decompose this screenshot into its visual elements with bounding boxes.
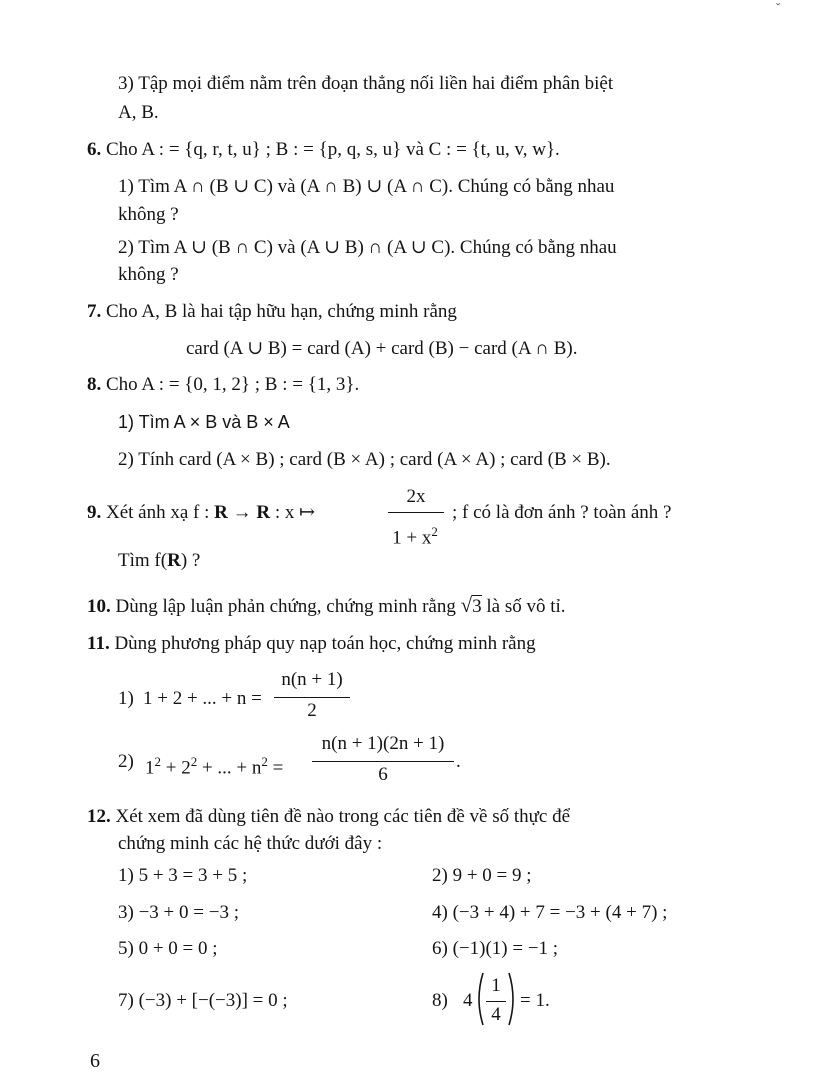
radical-sign: √ — [460, 593, 473, 617]
identity-2: 2) 9 + 0 = 9 ; — [432, 865, 532, 886]
exercise-8 — [87, 374, 359, 396]
identity-8-coef: 4 — [463, 990, 473, 1011]
exercise-6-number: 6. — [87, 139, 102, 160]
exercise-8-part2: 2) Tính card (A × B) ; card (B × A) ; card (A × A) ; card (B × B). — [118, 449, 611, 470]
formula-1-lhs: 1 + 2 + ... + n = — [143, 688, 262, 709]
radicand: 3 — [472, 596, 482, 617]
exercise-9-line2-post: ) ? — [180, 550, 201, 571]
sqrt3 — [460, 593, 482, 617]
f2-term-b: + 2 — [161, 757, 191, 779]
exercise-10-pre: Dùng lập luận phản chứng, chứng minh rằng — [115, 596, 456, 617]
identity-7: 7) (−3) + [−(−3)] = 0 ; — [118, 990, 288, 1011]
exercise-10-number: 10. — [87, 596, 111, 617]
identity-5: 5) 0 + 0 = 0 ; — [118, 938, 218, 959]
exercise-9-codomain-R: R — [256, 502, 271, 523]
exercise-6 — [87, 139, 560, 161]
exercise-9-tail: ; f có là đơn ánh ? toàn ánh ? — [452, 502, 672, 523]
exercise-9-colon: : — [274, 502, 281, 523]
exercise-7-formula: card (A ∪ B) = card (A) + card (B) − card (A ∩ B). — [186, 338, 578, 359]
item-5-3-line1: 3) Tập mọi điểm nằm trên đoạn thẳng nối liền hai điểm phân biệt — [118, 73, 614, 94]
exercise-9-number: 9. — [87, 502, 102, 523]
exercise-7 — [87, 301, 457, 323]
exercise-8-part1: 1) Tìm A × B và B × A — [118, 412, 290, 432]
corner-mark: ˇ — [776, 0, 781, 15]
page-number: 6 — [90, 1050, 100, 1072]
exercise-11-number: 11. — [87, 633, 110, 654]
formula-2-end: . — [456, 751, 461, 772]
exercise-9-fraction-denominator — [384, 524, 446, 549]
exercise-6-part1-line2: không ? — [118, 204, 179, 225]
f2-exp-b: 2 — [190, 754, 198, 769]
f2-exp-a: 2 — [154, 754, 161, 769]
item-5-3-line2: A, B. — [118, 102, 159, 123]
exercise-12-line1 — [87, 806, 570, 828]
identity-6: 6) (−1)(1) = −1 ; — [432, 938, 559, 959]
exercise-9-line2 — [118, 550, 200, 572]
exercise-9-lead: Xét ánh xạ f : — [106, 502, 210, 523]
formula-1-fraction-bar — [274, 697, 350, 698]
exercise-9-fraction-bar — [388, 512, 444, 513]
exercise-10 — [87, 594, 566, 618]
exercise-7-number: 7. — [87, 301, 102, 322]
exercise-8-stem: Cho A : = {0, 1, 2} ; B : = {1, 3}. — [106, 374, 360, 395]
exercise-9-domain-R: R — [214, 502, 228, 523]
exercise-12-line2: chứng minh các hệ thức dưới đây : — [118, 833, 383, 854]
formula-1-denominator: 2 — [307, 700, 317, 721]
exercise-11 — [87, 633, 536, 655]
formula-1-numerator: n(n + 1) — [281, 669, 343, 690]
identity-4: 4) (−3 + 4) + 7 = −3 + (4 + 7) ; — [432, 902, 668, 923]
f2-term-a: 1 — [145, 757, 155, 779]
exercise-9-map: x ↦ — [284, 502, 316, 523]
exercise-6-part2-line1: 2) Tìm A ∪ (B ∩ C) và (A ∪ B) ∩ (A ∪ C). Chúng có bằng nhau — [118, 237, 617, 258]
exercise-11-stem: Dùng phương pháp quy nạp toán học, chứng minh rằng — [114, 633, 536, 654]
formula-2-fraction-bar — [312, 761, 454, 762]
exercise-9-fraction-numerator: 2x — [406, 486, 426, 507]
identity-8-left-paren — [473, 971, 485, 1027]
exercise-12-number: 12. — [87, 806, 111, 827]
exercise-9-arrow: → — [232, 502, 252, 523]
exercise-9-line2-R: R — [167, 550, 181, 571]
formula-2-denominator: 6 — [378, 764, 388, 785]
exercise-7-stem: Cho A, B là hai tập hữu hạn, chứng minh rằng — [106, 301, 457, 322]
exercise-9-denominator-exponent: 2 — [431, 524, 438, 539]
f2-exp-c: 2 — [261, 754, 268, 769]
exercise-10-post: là số vô tỉ. — [486, 596, 566, 617]
identity-8-numerator: 1 — [491, 975, 501, 996]
formula-2-lhs — [145, 751, 283, 779]
formula-1-label: 1) — [118, 688, 134, 709]
identity-8-right-paren — [507, 971, 519, 1027]
exercise-6-part2-line2: không ? — [118, 264, 179, 285]
identity-3: 3) −3 + 0 = −3 ; — [118, 902, 239, 923]
identity-1: 1) 5 + 3 = 3 + 5 ; — [118, 865, 248, 886]
exercise-6-part1-line1: 1) Tìm A ∩ (B ∪ C) và (A ∩ B) ∪ (A ∩ C). Chúng có bằng nhau — [118, 176, 615, 197]
exercise-12-stem-line1: Xét xem đã dùng tiên đề nào trong các tiên đề về số thực để — [115, 806, 571, 827]
formula-2-label: 2) — [118, 751, 134, 772]
identity-8-tail: = 1. — [520, 990, 550, 1011]
exercise-6-stem: Cho A : = {q, r, t, u} ; B : = {p, q, s, u} và C : = {t, u, v, w}. — [106, 139, 560, 160]
exercise-9-line2-pre: Tìm f( — [118, 550, 168, 571]
identity-8-denominator: 4 — [491, 1004, 501, 1025]
identity-8-label: 8) — [432, 990, 448, 1011]
identity-8-fraction-bar — [486, 1001, 506, 1002]
f2-term-c: + ... + n — [197, 757, 262, 779]
exercise-8-number: 8. — [87, 374, 102, 395]
exercise-9-line1 — [87, 502, 315, 524]
f2-equals: = — [267, 757, 284, 779]
exercise-9-denominator-base: 1 + x — [392, 527, 432, 549]
formula-2-numerator: n(n + 1)(2n + 1) — [321, 733, 445, 754]
